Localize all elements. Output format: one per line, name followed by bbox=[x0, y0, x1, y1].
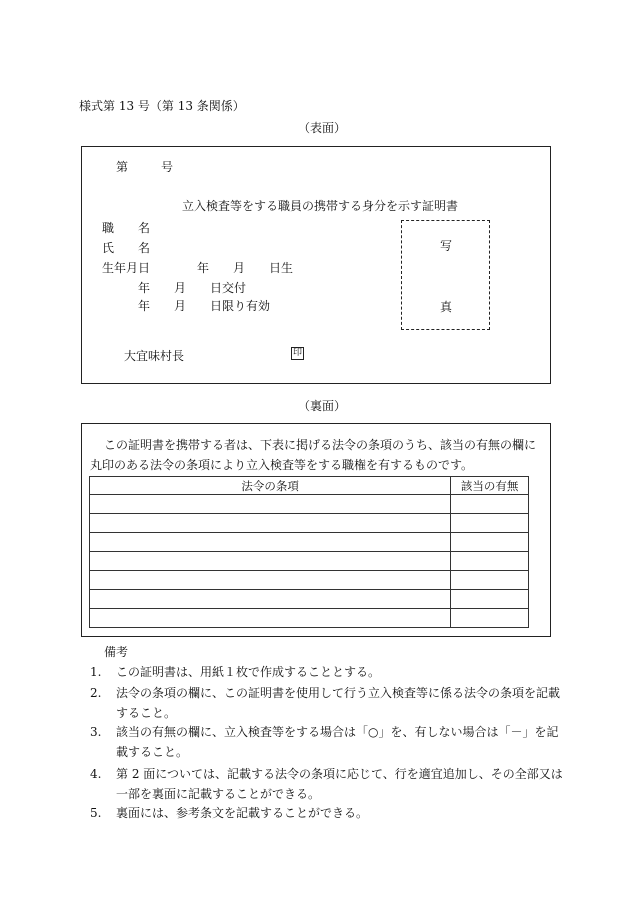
certificate-title: 立入検査等をする職員の携帯する身分を示す証明書 bbox=[182, 199, 459, 213]
name-field-label: 氏 名 bbox=[102, 241, 151, 255]
table-header-row bbox=[90, 477, 529, 495]
note-item-5 bbox=[90, 804, 368, 821]
law-provision-cell[interactable] bbox=[90, 533, 451, 552]
card-number-label: 第 bbox=[116, 160, 129, 174]
note-item-4 bbox=[90, 765, 563, 782]
law-provision-cell[interactable] bbox=[90, 495, 451, 514]
photo-label-bottom: 真 bbox=[440, 300, 453, 314]
front-side-card bbox=[81, 146, 551, 384]
note-text-continuation: 載すること。 bbox=[116, 745, 189, 759]
law-provisions-table bbox=[89, 476, 529, 628]
back-intro-line-2: 丸印のある法令の条項により立入検査等をする職権を有するものです。 bbox=[90, 458, 474, 472]
note-number: 2. bbox=[90, 686, 102, 700]
table-row bbox=[90, 571, 529, 590]
note-number: 4. bbox=[90, 767, 102, 781]
issuer-name: 大宜味村長 bbox=[124, 349, 185, 363]
table-row bbox=[90, 495, 529, 514]
note-text-continuation: すること。 bbox=[116, 706, 177, 720]
birthdate-field-value: 年 月 日生 bbox=[197, 261, 294, 275]
applicability-cell[interactable] bbox=[451, 514, 529, 533]
note-number: 5. bbox=[90, 806, 102, 820]
photo-label-top: 写 bbox=[440, 239, 453, 253]
valid-until-field: 年 月 日限り有効 bbox=[138, 299, 271, 313]
note-text: 裏面には、参考条文を記載することができる。 bbox=[116, 806, 369, 820]
applicability-column-header: 該当の有無 bbox=[451, 477, 529, 495]
applicability-cell[interactable] bbox=[451, 609, 529, 628]
applicability-cell[interactable] bbox=[451, 590, 529, 609]
applicability-cell[interactable] bbox=[451, 552, 529, 571]
applicability-cell[interactable] bbox=[451, 571, 529, 590]
law-provision-cell[interactable] bbox=[90, 514, 451, 533]
law-provision-cell[interactable] bbox=[90, 609, 451, 628]
table-row bbox=[90, 552, 529, 571]
law-provision-column-header: 法令の条項 bbox=[90, 477, 451, 495]
law-provision-cell[interactable] bbox=[90, 552, 451, 571]
table-row bbox=[90, 514, 529, 533]
table-row bbox=[90, 590, 529, 609]
applicability-cell[interactable] bbox=[451, 495, 529, 514]
note-text: 法令の条項の欄に、この証明書を使用して行う立入検査等に係る法令の条項を記載 bbox=[116, 686, 561, 700]
note-item-1 bbox=[90, 663, 380, 680]
note-item-3 bbox=[90, 723, 558, 740]
table-row bbox=[90, 533, 529, 552]
official-seal-mark: 印 bbox=[292, 348, 302, 358]
issued-date-field: 年 月 日交付 bbox=[138, 281, 247, 295]
back-side-card bbox=[81, 423, 551, 637]
note-text: 第 2 面については、記載する法令の条項に応じて、行を適宜追加し、その全部又は bbox=[116, 767, 563, 781]
applicability-cell[interactable] bbox=[451, 533, 529, 552]
back-side-heading: （裏面） bbox=[298, 399, 347, 413]
note-number: 1. bbox=[90, 665, 102, 679]
position-field-label: 職 名 bbox=[102, 221, 151, 235]
note-number: 3. bbox=[90, 725, 102, 739]
table-row bbox=[90, 609, 529, 628]
birthdate-field-label: 生年月日 bbox=[102, 261, 151, 275]
law-provision-cell[interactable] bbox=[90, 590, 451, 609]
note-text: この証明書は、用紙１枚で作成することとする。 bbox=[116, 665, 381, 679]
notes-title: 備考 bbox=[104, 645, 129, 659]
card-number-suffix: 号 bbox=[161, 160, 174, 174]
front-side-heading: （表面） bbox=[298, 121, 347, 135]
note-text: 該当の有無の欄に、立入検査等をする場合は「○」を、有しない場合は「－」を記 bbox=[116, 725, 559, 739]
note-item-2 bbox=[90, 684, 560, 701]
note-text-continuation: 一部を裏面に記載することができる。 bbox=[116, 787, 321, 801]
back-intro-line-1: この証明書を携帯する者は、下表に掲げる法令の条項のうち、該当の有無の欄に bbox=[104, 438, 537, 452]
law-provision-cell[interactable] bbox=[90, 571, 451, 590]
form-number-header: 様式第 13 号（第 13 条関係） bbox=[79, 99, 245, 113]
photo-area bbox=[401, 220, 490, 330]
